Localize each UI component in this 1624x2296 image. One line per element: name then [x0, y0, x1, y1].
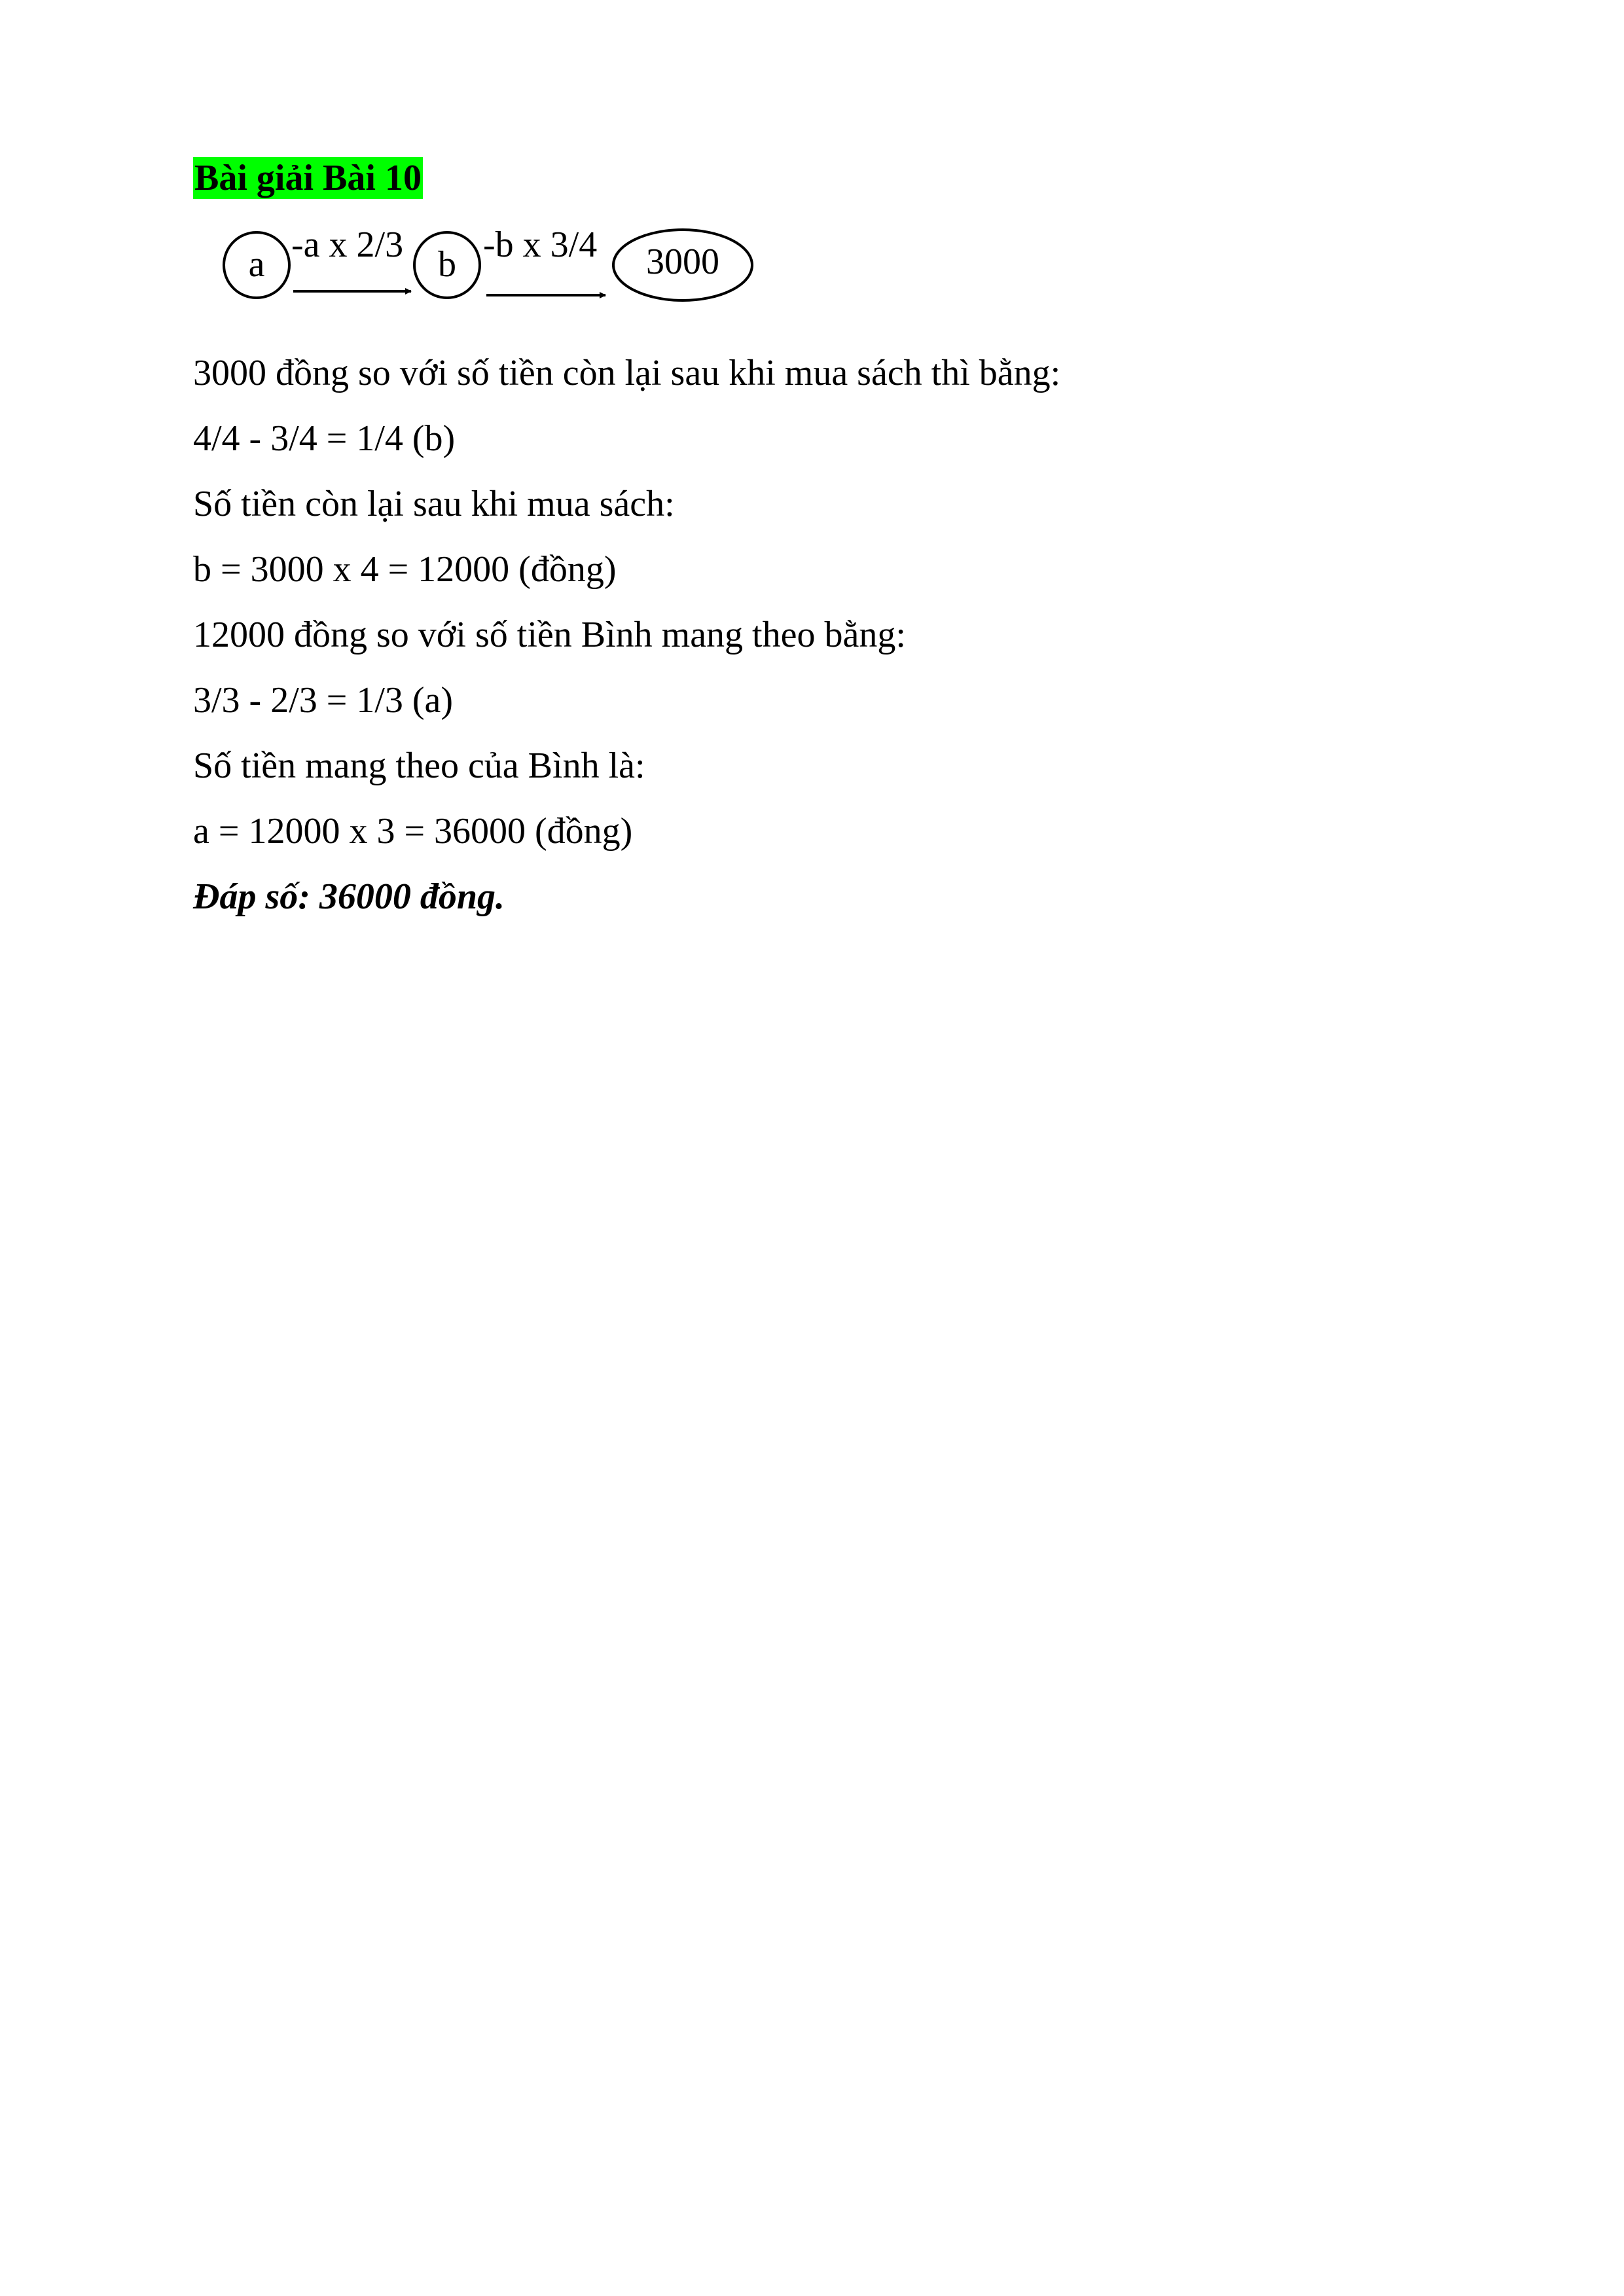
- flow-diagram: [0, 0, 1624, 327]
- text-line-8: a = 12000 x 3 = 36000 (đồng): [193, 811, 633, 852]
- text-line-2: 4/4 - 3/4 = 1/4 (b): [193, 418, 456, 459]
- text-line-4: b = 3000 x 4 = 12000 (đồng): [193, 549, 617, 590]
- text-line-6: 3/3 - 2/3 = 1/3 (a): [193, 680, 454, 721]
- arrow1-label: -a x 2/3: [291, 224, 404, 265]
- text-line-7: Số tiền mang theo của Bình là:: [193, 745, 645, 786]
- text-line-5: 12000 đồng so với số tiền Bình mang theo bằng:: [193, 615, 906, 655]
- final-answer: Đáp số: 36000 đồng.: [193, 876, 505, 917]
- arrow2-label: -b x 3/4: [483, 224, 598, 265]
- node-a-label: a: [248, 244, 265, 285]
- node-end-label: 3000: [646, 242, 719, 282]
- solution-heading: Bài giải Bài 10: [194, 158, 422, 198]
- text-line-3: Số tiền còn lại sau khi mua sách:: [193, 484, 675, 524]
- node-b-label: b: [438, 244, 456, 285]
- text-line-1: 3000 đồng so với số tiền còn lại sau khi mua sách thì bằng:: [193, 353, 1061, 393]
